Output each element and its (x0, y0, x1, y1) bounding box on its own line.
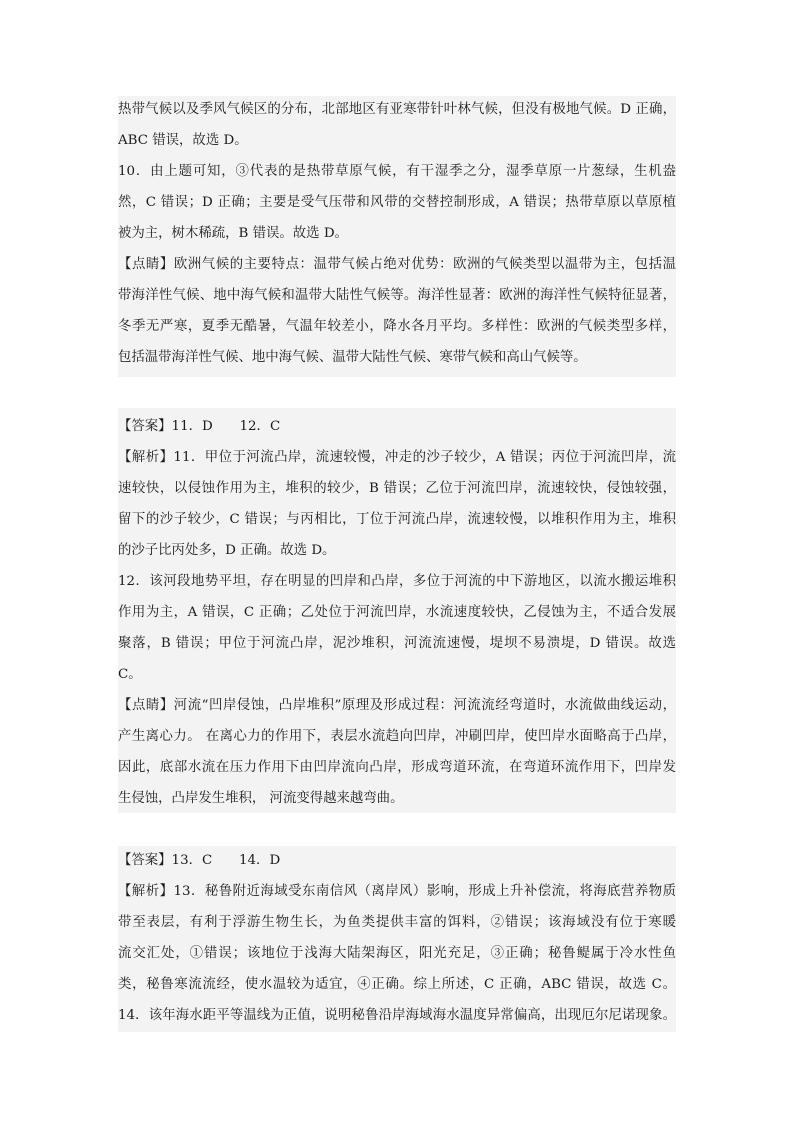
tip-line: 【点睛】欧洲气候的主要特点：温带气候占绝对优势：欧洲的气候类型以温带为主，包括温 (118, 257, 676, 272)
analysis-line: 速较快，以侵蚀作用为主，堆积的较少，B 错误；乙位于河流凹岸，流速较快，侵蚀较强， (118, 481, 676, 496)
tip-line: 带海洋性气候、地中海气候和温带大陆性气候等。海洋性显著：欧洲的海洋性气候特征显著， (118, 288, 676, 303)
answer-line: 【答案】11．D 12．C (118, 419, 281, 434)
analysis-line: 14．该年海水距平等温线为正值，说明秘鲁沿岸海域海水温度异常偏高，出现厄尔尼诺现象。 (118, 1008, 676, 1023)
analysis-line: 带至表层，有利于浮游生物生长，为鱼类提供丰富的饵料，②错误；该海域没有位于寒暖 (118, 915, 676, 930)
tip-line: 产生离心力。 在离心力的作用下，表层水流趋向凹岸，冲刷凹岸，使凹岸水面略高于凸岸， (118, 729, 676, 744)
tip-line: 包括温带海洋性气候、地中海气候、温带大陆性气候、寒带气候和高山气候等。 (118, 350, 587, 365)
answer-block-q13-q14 (118, 846, 676, 1032)
text-line: 被为主，树木稀疏，B 错误。故选 D。 (118, 226, 348, 241)
analysis-line: 作用为主，A 错误，C 正确；乙处位于河流凹岸，水流速度较快，乙侵蚀为主，不适合发展 (118, 605, 676, 620)
text-line: 10．由上题可知，③代表的是热带草原气候，有干湿季之分，湿季草原一片葱绿，生机盎 (118, 164, 676, 179)
text-line: 热带气候以及季风气候区的分布，北部地区有亚寒带针叶林气候，但没有极地气候。D 正确， (118, 102, 676, 117)
answer-line: 【答案】13．C 14．D (118, 853, 281, 868)
analysis-line: 聚落，B 错误；甲位于河流凸岸，泥沙堆积，河流流速慢，堤坝不易溃堤，D 错误。故选 (118, 636, 676, 651)
tip-line: 生侵蚀，凸岸发生堆积， 河流变得越来越弯曲。 (118, 791, 404, 806)
text-line: ABC 错误，故选 D。 (118, 133, 248, 148)
tip-line: 【点睛】河流“凹岸侵蚀，凸岸堆积”原理及形成过程：河流流经弯道时，水流做曲线运动， (118, 698, 676, 713)
analysis-line: 的沙子比丙处多，D 正确。故选 D。 (118, 543, 336, 558)
analysis-line: 留下的沙子较少，C 错误；与丙相比，丁位于河流凸岸，流速较慢，以堆积作用为主，堆积 (118, 512, 676, 527)
text-line: 然，C 错误；D 正确；主要是受气压带和风带的交替控制形成，A 错误；热带草原以草原植 (118, 195, 676, 210)
analysis-line: 流交汇处，①错误；该地位于浅海大陆架海区，阳光充足，③正确；秘鲁鳀属于冷水性鱼 (118, 946, 676, 961)
explanation-block-q9-q10 (118, 96, 676, 377)
analysis-line: 【解析】13．秘鲁附近海域受东南信风（离岸风）影响，形成上升补偿流，将海底营养物质 (118, 884, 676, 899)
analysis-line: 【解析】11．甲位于河流凸岸，流速较慢，冲走的沙子较少，A 错误；丙位于河流凹岸，流 (118, 450, 676, 465)
analysis-line: 12．该河段地势平坦，存在明显的凹岸和凸岸，多位于河流的中下游地区，以流水搬运堆积 (118, 574, 676, 589)
analysis-line: 类，秘鲁寒流流经，使水温较为适宜，④正确。综上所述，C 正确，ABC 错误，故选 C。 (118, 977, 676, 992)
answer-block-q11-q12 (118, 408, 676, 813)
analysis-line: C。 (118, 667, 142, 682)
tip-line: 因此，底部水流在压力作用下由凹岸流向凸岸，形成弯道环流，在弯道环流作用下，凹岸发 (118, 760, 676, 775)
tip-line: 冬季无严寒，夏季无酷暑，气温年较差小，降水各月平均。多样性：欧洲的气候类型多样， (118, 319, 676, 334)
